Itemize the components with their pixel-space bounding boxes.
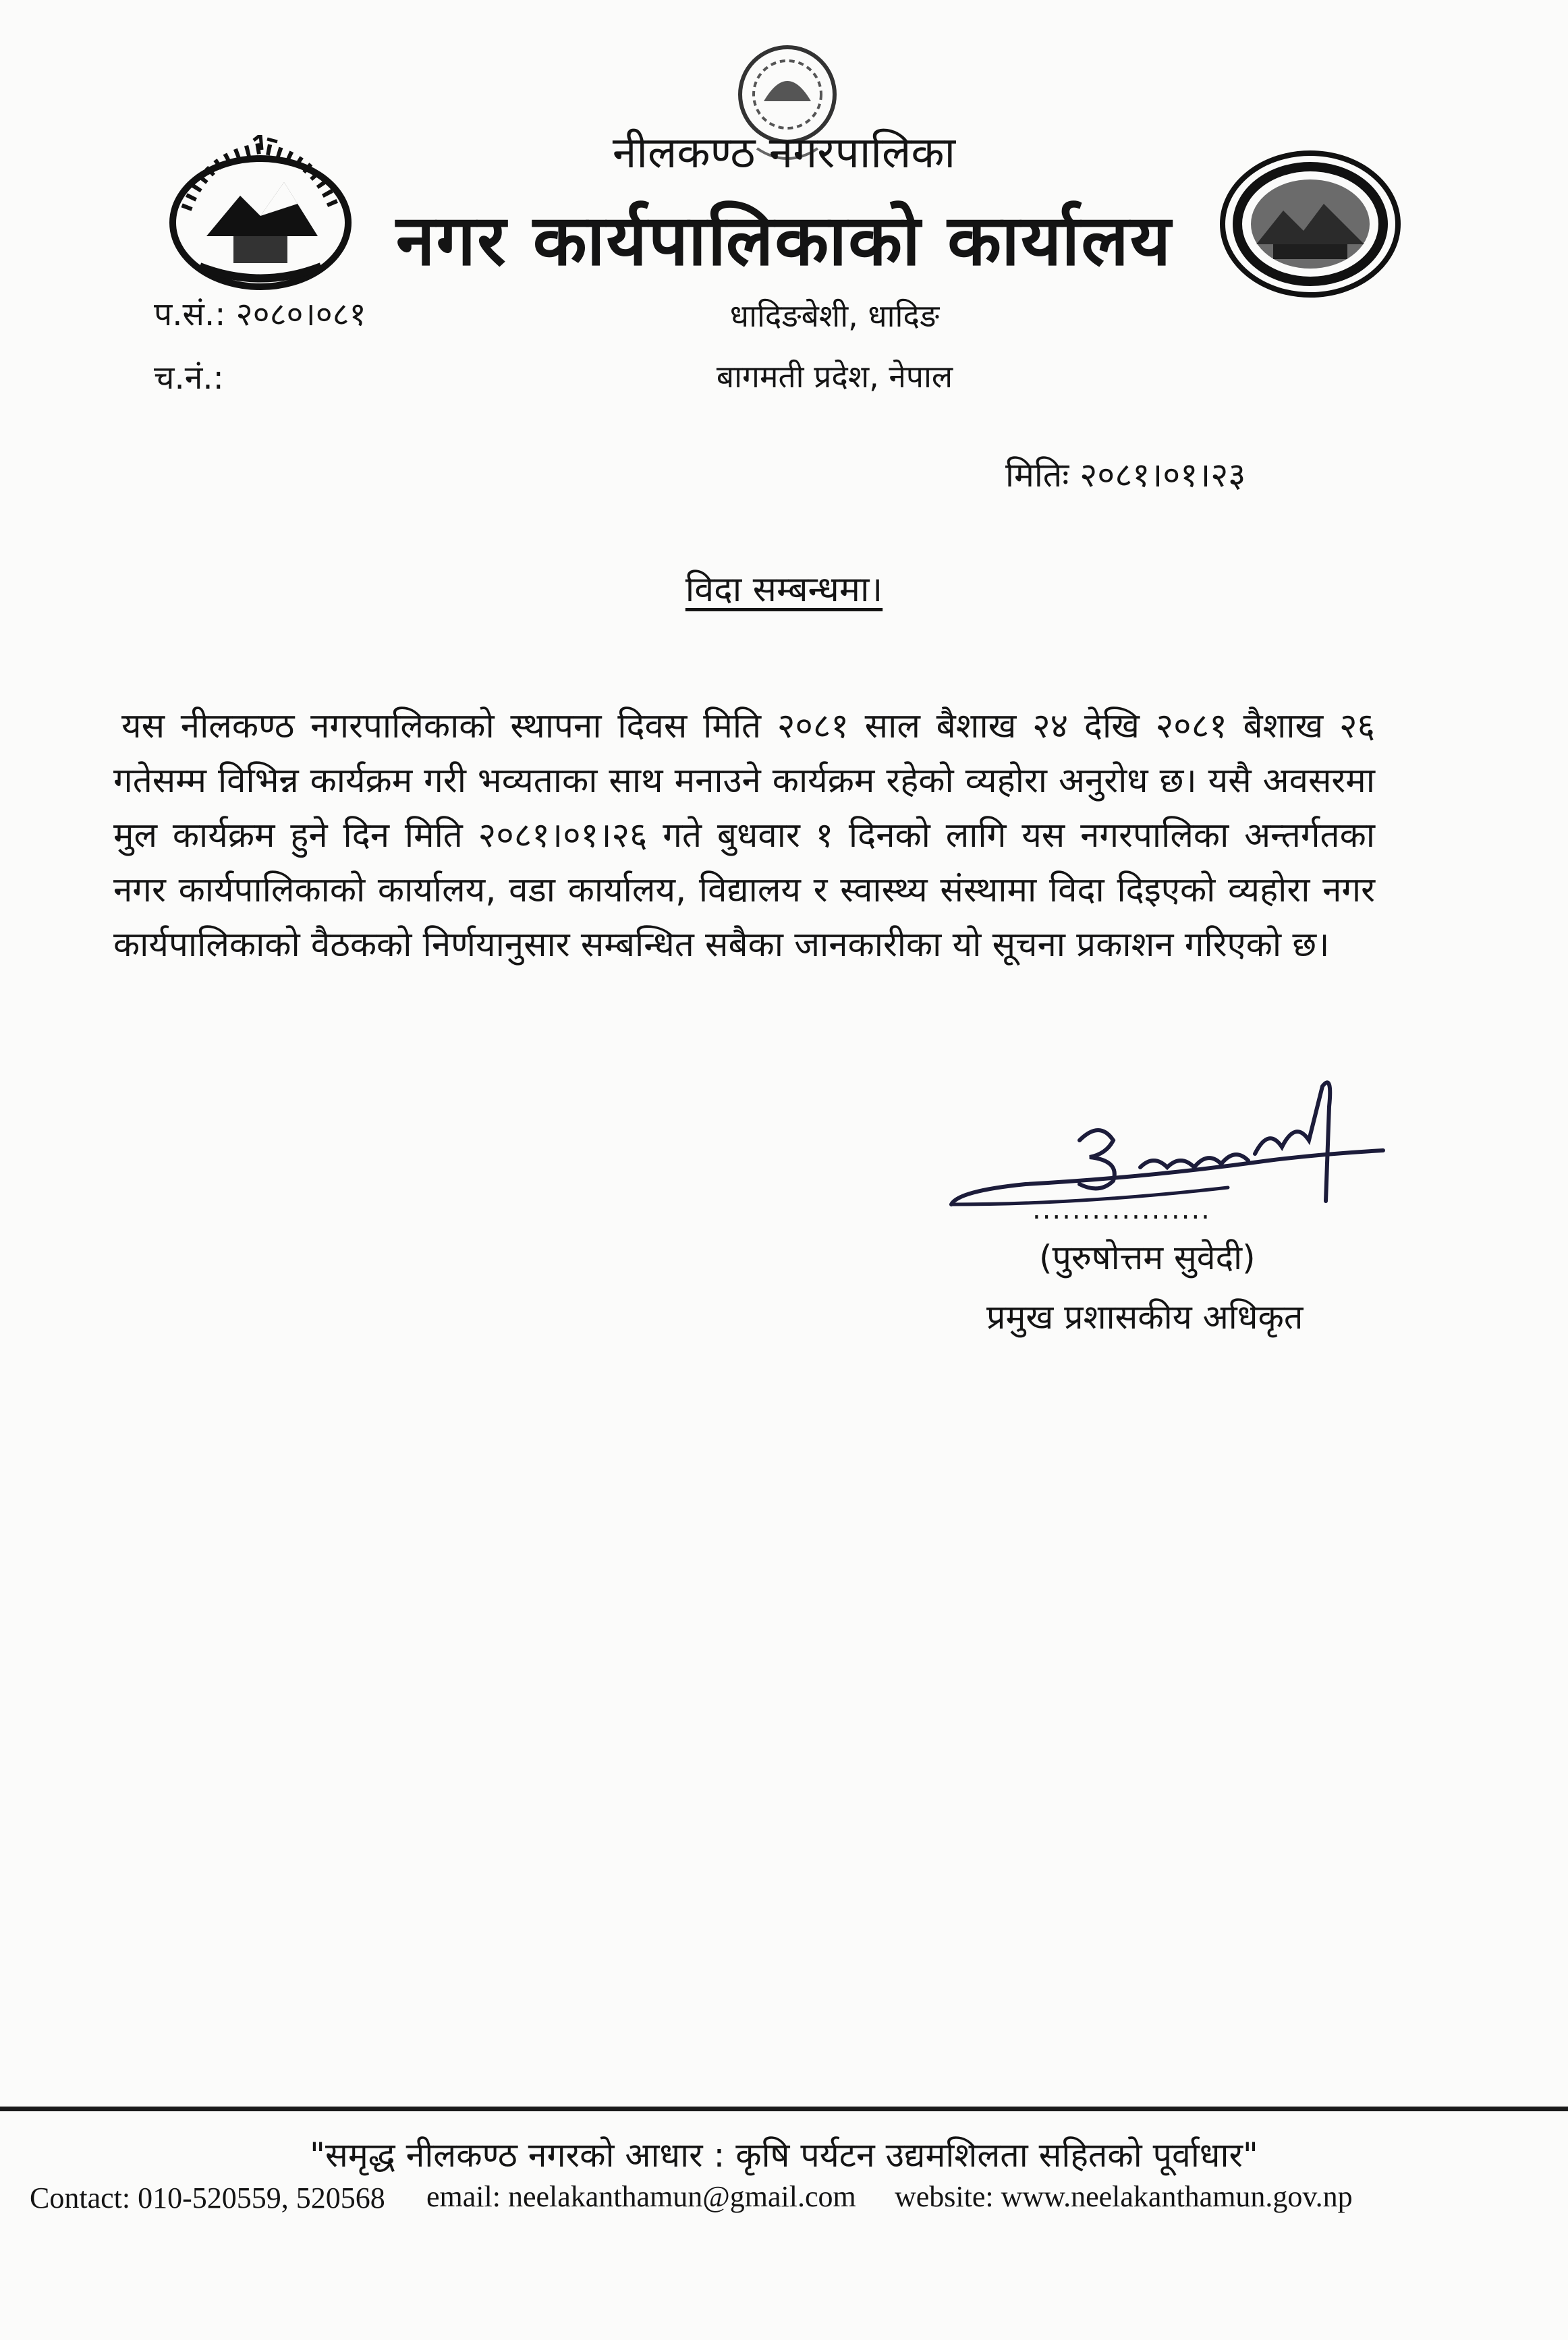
footer-contact: Contact: 010-520559, 520568	[30, 2181, 385, 2214]
footer-website: website: www.neelakanthamun.gov.np	[895, 2180, 1353, 2213]
office-title: नगर कार्यपालिकाको कार्यालय	[395, 199, 1173, 281]
letter-subject: विदा सम्बन्धमा।	[685, 569, 883, 610]
address-line-1: धादिङबेशी, धादिङ	[729, 298, 940, 334]
address-line-2: बागमती प्रदेश, नेपाल	[716, 358, 953, 395]
signer-name: (पुरुषोत्तम सुवेदी)	[1039, 1238, 1256, 1277]
footer-email: email: neelakanthamun@gmail.com	[426, 2180, 856, 2213]
letter-body: यस नीलकण्ठ नगरपालिकाको स्थापना दिवस मिति २०८१ साल बैशाख २४ देखि २०८१ बैशाख २६ गतेसम्म विभिन्न कार्यक्रम गरी भव्यताका साथ मनाउने कार्यक्रम रहेको व्यहोरा अनुरोध छ। यसै अवसरमा मुल कार्यक्रम हुने दिन मिति २०८१।०१।२६ गते बुधवार १ दिनको लागि यस नगरपालिका अन्तर्गतका नगर कार्यपालिकाको कार्यालय, वडा कार्यालय, विद्यालय र स्वास्थ्य संस्थामा विदा दिइएको व्यहोरा नगर कार्यपालिकाको वैठकको निर्णयानुसार सम्बन्धित सबैका जानकारीका यो सूचना प्रकाशन गरिएको छ।	[113, 706, 1375, 965]
signer-title: प्रमुख प्रशासकीय अधिकृत	[986, 1298, 1304, 1337]
signature-dots: ..................	[1032, 1194, 1211, 1225]
letter-date: मितिः २०८१।०१।२३	[1005, 455, 1246, 495]
municipality-name: नीलकण्ठ नगरपालिका	[612, 128, 956, 178]
reference-number: प.सं.: २०८०।०८१	[154, 296, 366, 333]
footer-divider	[0, 2107, 1568, 2111]
footer-slogan: "समृद्ध नीलकण्ठ नगरको आधार : कृषि पर्यटन उद्यमशिलता सहितको पूर्वाधार"	[310, 2136, 1258, 2175]
dispatch-number: च.नं.:	[154, 359, 224, 397]
